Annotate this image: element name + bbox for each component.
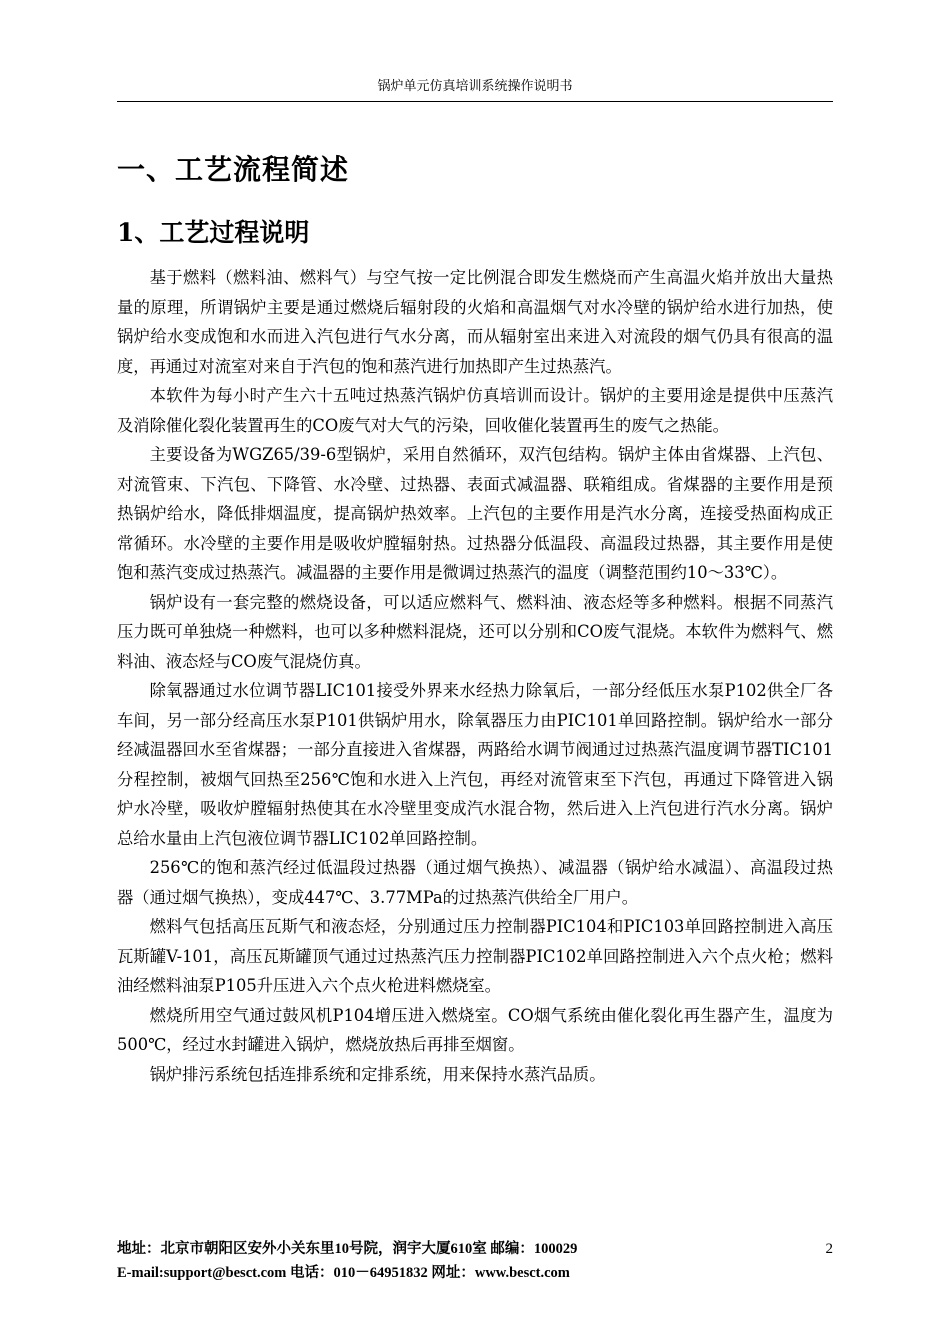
- document-title: 锅炉单元仿真培训系统操作说明书: [377, 79, 573, 94]
- paragraph-principle: 基于燃料（燃料油、燃料气）与空气按一定比例混合即发生燃烧而产生高温火焰并放出大量热量的原理，所谓锅炉主要是通过燃烧后辐射段的火焰和高温烟气对水冷壁的锅炉给水进行加热，使锅炉给水变成饱和水而进入汽包进行气水分离，而从辐射室出来进入对流段的烟气仍具有很高的温度，再通过对流室对来自于汽包的饱和蒸汽进行加热即产生过热蒸汽。: [117, 268, 833, 376]
- header-divider: [117, 101, 833, 102]
- section-heading: 一、工艺流程简述: [117, 153, 350, 186]
- body-text: [117, 263, 833, 1089]
- page-number: 2: [825, 1241, 833, 1257]
- paragraph-purpose: 本软件为每小时产生六十五吨过热蒸汽锅炉仿真培训而设计。锅炉的主要用途是提供中压蒸汽及消除催化裂化装置再生的CO废气对大气的污染，回收催化装置再生的废气之热能。: [117, 386, 833, 435]
- paragraph-air: 燃烧所用空气通过鼓风机P104增压进入燃烧室。CO烟气系统由催化裂化再生器产生，温度为500℃，经过水封罐进入锅炉，燃烧放热后再排至烟窗。: [117, 1005, 833, 1054]
- footer-contact: E-mail:support@besct.com 电话：010－64951832 网址：www.besct.com: [117, 1265, 570, 1281]
- paragraph-blowdown: 锅炉排污系统包括连排系统和定排系统，用来保持水蒸汽品质。: [149, 1064, 606, 1084]
- paragraph-feedwater: 除氧器通过水位调节器LIC101接受外界来水经热力除氧后，一部分经低压水泵P102供全厂各车间，另一部分经高压水泵P101供锅炉用水，除氧器压力由PIC101单回路控制。锅炉给水一部分经减温器回水至省煤器；一部分直接进入省煤器，两路给水调节阀通过过热蒸汽温度调节器TIC101分程控制，被烟气回热至256℃饱和水进入上汽包，再经对流管束至下汽包，再通过下降管进入锅炉水冷壁，吸收炉膛辐射热使其在水冷壁里变成汽水混合物，然后进入上汽包进行汽水分离。锅炉总给水量由上汽包液位调节器LIC102单回路控制。: [117, 681, 833, 848]
- paragraph-steam: 256℃的饱和蒸汽经过低温段过热器（通过烟气换热）、减温器（锅炉给水减温）、高温段过热器（通过烟气换热），变成447℃、3.77MPa的过热蒸汽供给全厂用户。: [117, 858, 833, 907]
- subsection-heading: 1、工艺过程说明: [117, 218, 310, 247]
- page-footer: [117, 1237, 833, 1285]
- footer-address: 地址：北京市朝阳区安外小关东里10号院，润宇大厦610室 邮编：100029: [117, 1241, 578, 1257]
- paragraph-combustion-equipment: 锅炉设有一套完整的燃烧设备，可以适应燃料气、燃料油、液态烃等多种燃料。根据不同蒸汽压力既可单独烧一种燃料，也可以多种燃料混烧，还可以分别和CO废气混烧。本软件为燃料气、燃料油、液态烃与CO废气混烧仿真。: [117, 592, 833, 671]
- paragraph-equipment: 主要设备为WGZ65/39-6型锅炉，采用自然循环，双汽包结构。锅炉主体由省煤器、上汽包、对流管束、下汽包、下降管、水冷壁、过热器、表面式减温器、联箱组成。省煤器的主要作用是预热锅炉给水，降低排烟温度，提高锅炉热效率。上汽包的主要作用是汽水分离，连接受热面构成正常循环。水冷壁的主要作用是吸收炉膛辐射热。过热器分低温段、高温段过热器，其主要作用是使饱和蒸汽变成过热蒸汽。减温器的主要作用是微调过热蒸汽的温度（调整范围约10～33℃）。: [117, 445, 833, 582]
- paragraph-fuel-gas: 燃料气包括高压瓦斯气和液态烃，分别通过压力控制器PIC104和PIC103单回路控制进入高压瓦斯罐V-101，高压瓦斯罐顶气通过过热蒸汽压力控制器PIC102单回路控制进入六个点火枪；燃料油经燃料油泵P105升压进入六个点火枪进料燃烧室。: [117, 917, 833, 995]
